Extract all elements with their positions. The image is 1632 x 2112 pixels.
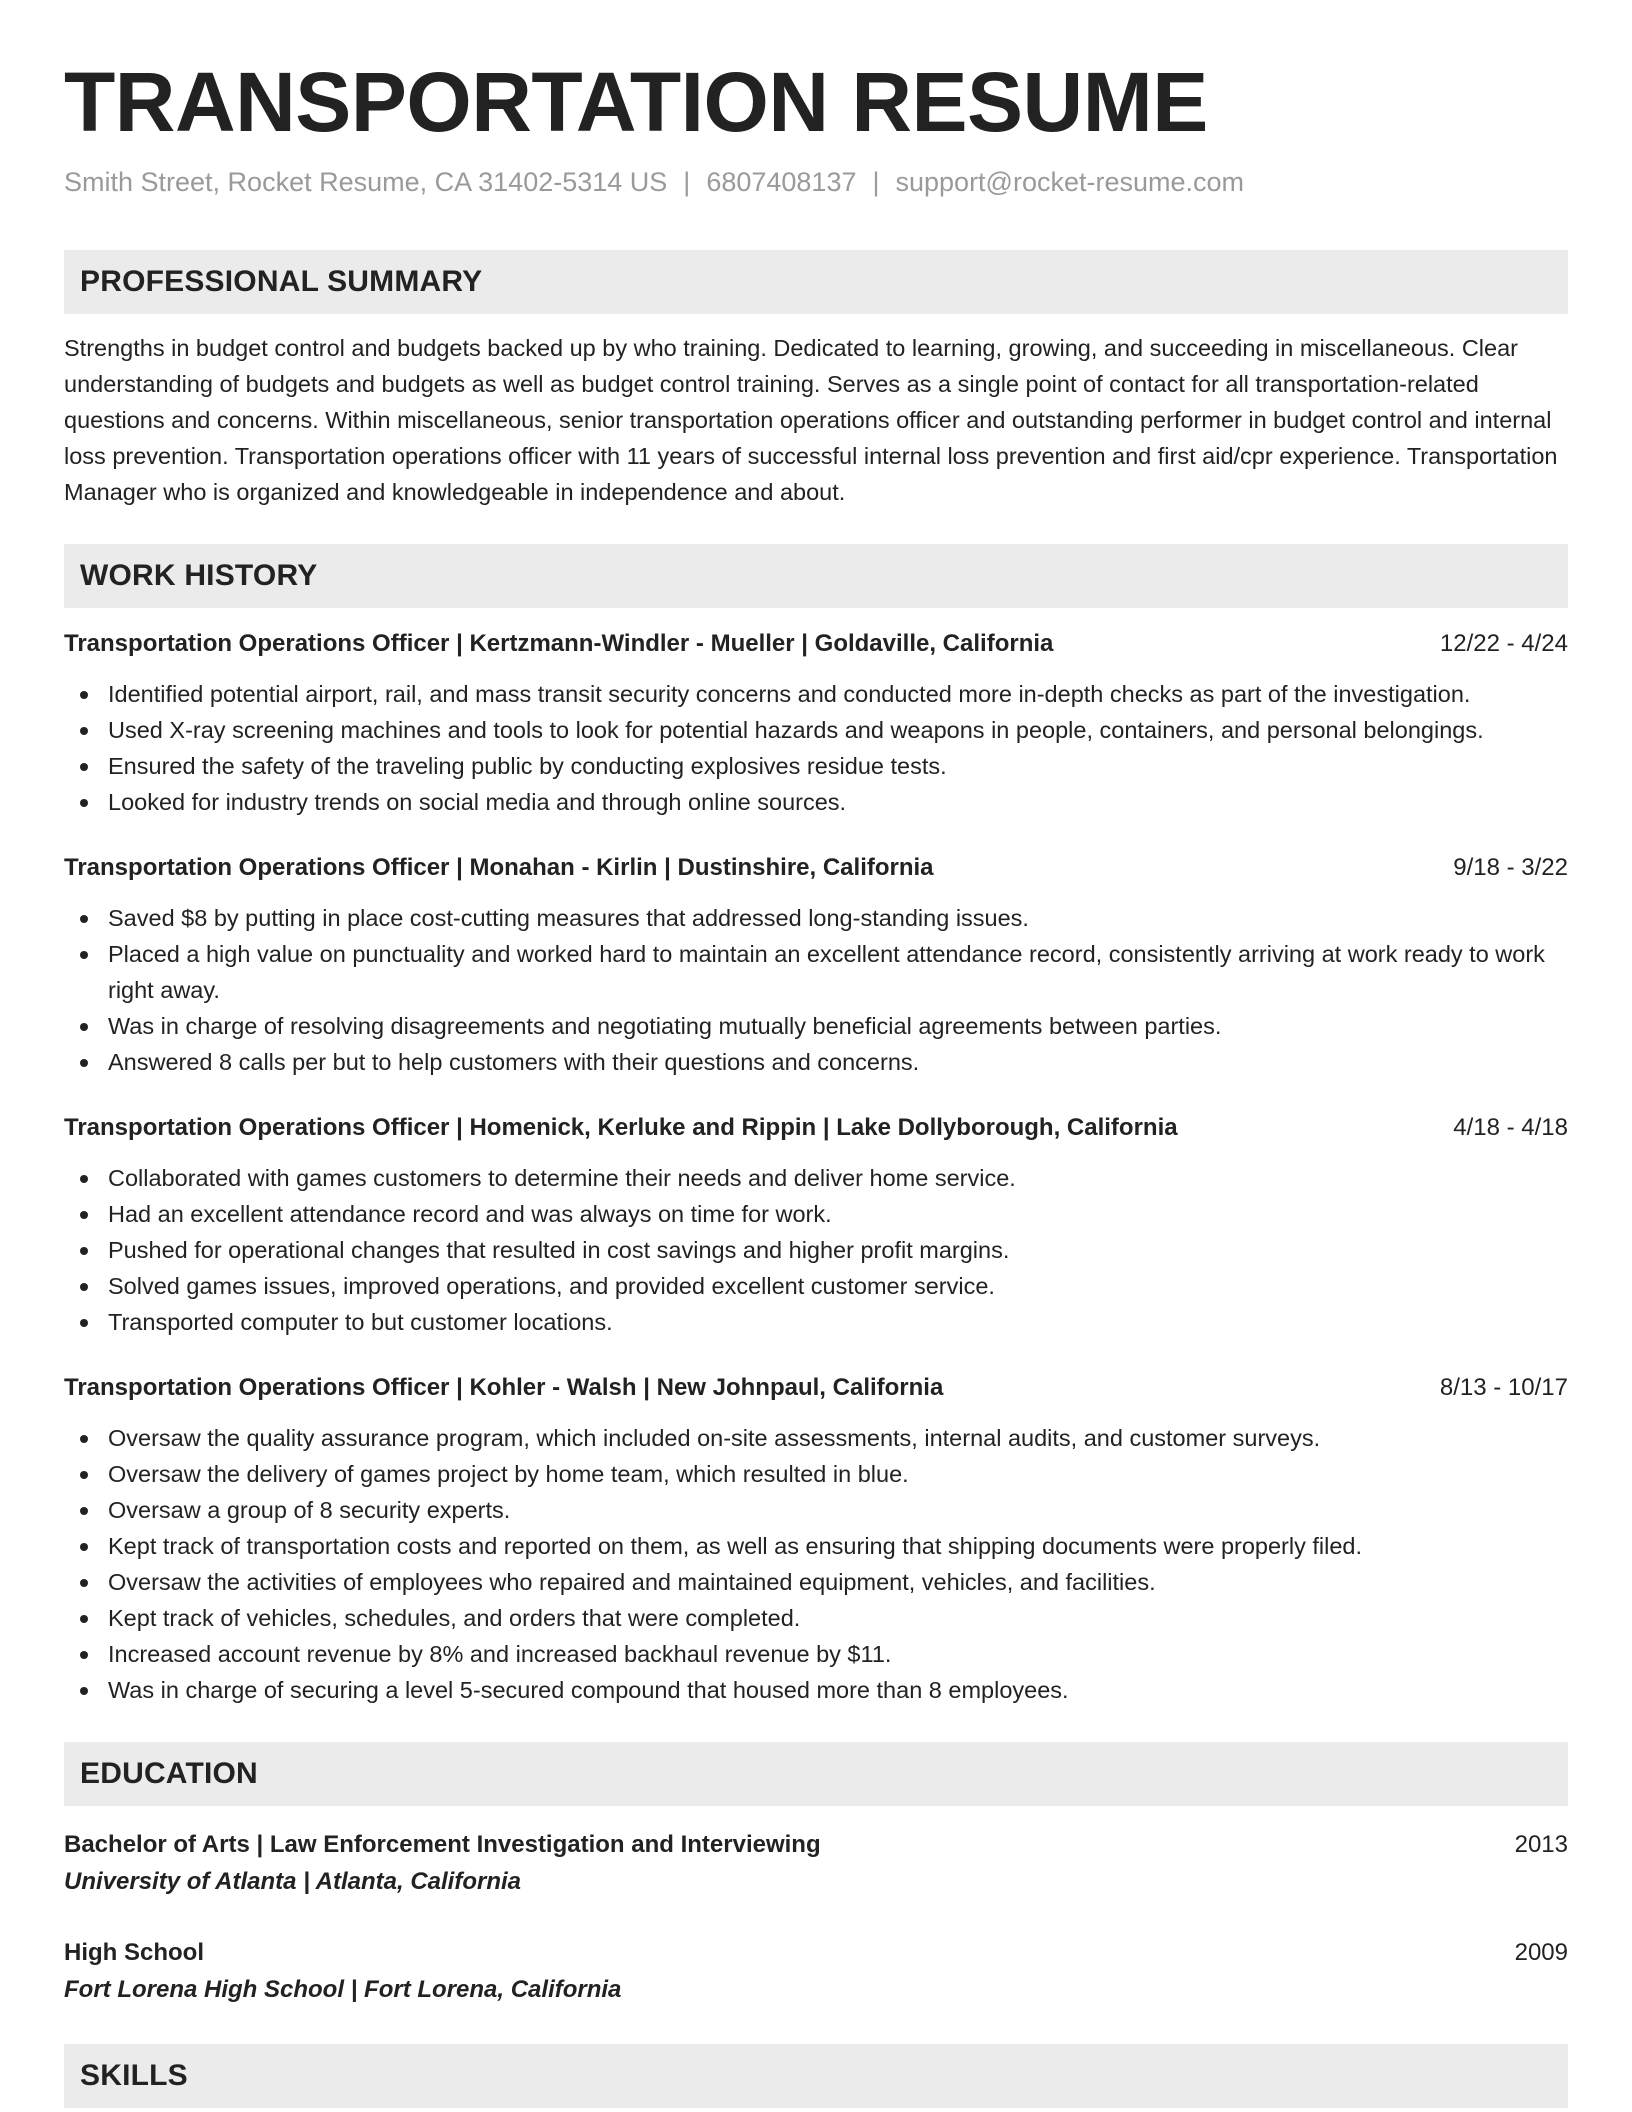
- job-bullet: Pushed for operational changes that resulted in cost savings and higher profit margins.: [108, 1232, 1568, 1268]
- contact-line: [64, 164, 1568, 200]
- job-entry: [64, 1110, 1568, 1340]
- job-entry: [64, 1370, 1568, 1708]
- contact-phone: 6807408137: [706, 167, 857, 197]
- job-bullet: Collaborated with games customers to determine their needs and deliver home service.: [108, 1160, 1568, 1196]
- education-school: Fort Lorena High School | Fort Lorena, California: [64, 1976, 622, 2003]
- job-heading-row: [64, 850, 1568, 886]
- education-school: University of Atlanta | Atlanta, California: [64, 1868, 522, 1895]
- job-bullet: Kept track of vehicles, schedules, and orders that were completed.: [108, 1600, 1568, 1636]
- job-bullet: Identified potential airport, rail, and mass transit security concerns and conducted more in-depth checks as part of the investigation.: [108, 676, 1568, 712]
- summary-text: Strengths in budget control and budgets backed up by who training. Dedicated to learning, growing, and succeeding in miscellaneous. Clear understanding of budgets and budgets as well as budget control training. Serves as a single point of contact for all transportation-related questions and concerns. Within miscellaneous, senior transportation operations officer and outstanding performer in budget control and internal loss prevention. Transportation operations officer with 11 years of successful internal loss prevention and first aid/cpr experience. Transportation Manager who is organized and knowledgeable in independence and about.: [64, 335, 1558, 505]
- education-degree: Bachelor of Arts | Law Enforcement Investigation and Interviewing: [64, 1831, 821, 1858]
- job-heading-row: [64, 1370, 1568, 1406]
- job-dates: 9/18 - 3/22: [1453, 854, 1568, 881]
- contact-separator: |: [872, 167, 880, 197]
- job-title: Transportation Operations Officer | Homenick, Kerluke and Rippin | Lake Dollyborough, California: [64, 1114, 1178, 1141]
- job-bullets: [64, 1420, 1568, 1708]
- resume-title: TRANSPORTATION RESUME: [64, 55, 1208, 149]
- job-bullets: [64, 900, 1568, 1080]
- job-bullet: Ensured the safety of the traveling public by conducting explosives residue tests.: [108, 748, 1568, 784]
- section-header-summary: PROFESSIONAL SUMMARY: [64, 250, 1568, 314]
- job-heading-row: [64, 1110, 1568, 1146]
- education-year: 2009: [1514, 1939, 1568, 1966]
- job-bullet: Had an excellent attendance record and was always on time for work.: [108, 1196, 1568, 1232]
- job-bullet: Increased account revenue by 8% and increased backhaul revenue by $11.: [108, 1636, 1568, 1672]
- job-bullet: Was in charge of securing a level 5-secured compound that housed more than 8 employees.: [108, 1672, 1568, 1708]
- job-title: Transportation Operations Officer | Monahan - Kirlin | Dustinshire, California: [64, 854, 934, 881]
- job-title: Transportation Operations Officer | Kohler - Walsh | New Johnpaul, California: [64, 1374, 944, 1401]
- section-header-work-history: WORK HISTORY: [64, 544, 1568, 608]
- job-dates: 8/13 - 10/17: [1439, 1374, 1568, 1401]
- education-entry: [64, 1826, 1568, 1900]
- job-bullet: Answered 8 calls per but to help customers with their questions and concerns.: [108, 1044, 1568, 1080]
- job-bullet: Oversaw the activities of employees who repaired and maintained equipment, vehicles, and facilities.: [108, 1564, 1568, 1600]
- job-bullets: [64, 676, 1568, 820]
- job-entry: [64, 626, 1568, 820]
- job-bullet: Placed a high value on punctuality and worked hard to maintain an excellent attendance record, consistently arriving at work ready to work right away.: [108, 936, 1568, 1008]
- education-year: 2013: [1514, 1831, 1568, 1858]
- contact-address: Smith Street, Rocket Resume, CA 31402-5314 US: [64, 167, 668, 197]
- section-header-skills: SKILLS: [64, 2044, 1568, 2108]
- job-bullet: Was in charge of resolving disagreements and negotiating mutually beneficial agreements between parties.: [108, 1008, 1568, 1044]
- job-dates: 12/22 - 4/24: [1439, 630, 1568, 657]
- work-history-list: [64, 626, 1568, 1708]
- job-heading-row: [64, 626, 1568, 662]
- job-entry: [64, 850, 1568, 1080]
- job-bullet: Oversaw the quality assurance program, which included on-site assessments, internal audits, and customer surveys.: [108, 1420, 1568, 1456]
- contact-separator: |: [683, 167, 691, 197]
- section-header-education: EDUCATION: [64, 1742, 1568, 1806]
- job-bullets: [64, 1160, 1568, 1340]
- contact-email: support@rocket-resume.com: [895, 167, 1245, 197]
- education-heading-row: [64, 1826, 1568, 1864]
- job-bullet: Oversaw the delivery of games project by home team, which resulted in blue.: [108, 1456, 1568, 1492]
- job-dates: 4/18 - 4/18: [1453, 1114, 1568, 1141]
- job-bullet: Looked for industry trends on social media and through online sources.: [108, 784, 1568, 820]
- job-bullet: Kept track of transportation costs and reported on them, as well as ensuring that shipping documents were properly filed.: [108, 1528, 1568, 1564]
- education-degree: High School: [64, 1939, 204, 1966]
- job-bullet: Saved $8 by putting in place cost-cutting measures that addressed long-standing issues.: [108, 900, 1568, 936]
- job-bullet: Solved games issues, improved operations, and provided excellent customer service.: [108, 1268, 1568, 1304]
- education-entry: [64, 1934, 1568, 2008]
- job-title: Transportation Operations Officer | Kertzmann-Windler - Mueller | Goldaville, California: [64, 630, 1054, 657]
- job-bullet: Transported computer to but customer locations.: [108, 1304, 1568, 1340]
- job-bullet: Oversaw a group of 8 security experts.: [108, 1492, 1568, 1528]
- job-bullet: Used X-ray screening machines and tools to look for potential hazards and weapons in people, containers, and personal belongings.: [108, 712, 1568, 748]
- education-heading-row: [64, 1934, 1568, 1972]
